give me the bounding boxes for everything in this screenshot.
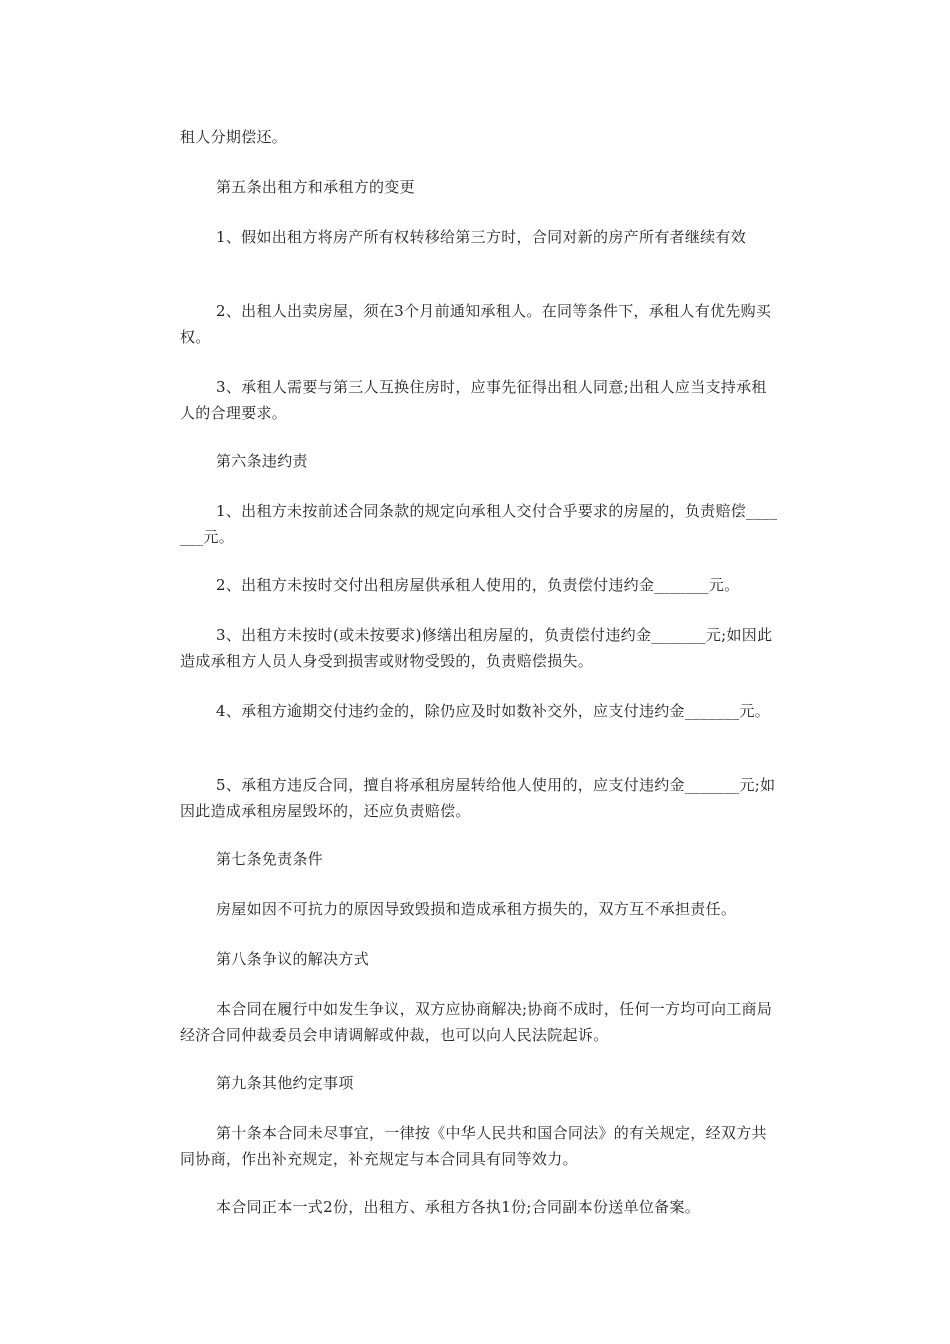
section-heading-5: 第五条出租方和承租方的变更 [216,178,415,196]
paragraph-closing: 本合同正本一式2份，出租方、承租方各执1份;合同副本份送单位备案。 [216,1198,701,1216]
paragraph-5-2: 2、出租人出卖房屋，须在3个月前通知承租人。在同等条件下，承租人有优先购买权。 [180,302,772,346]
paragraph-5-1: 1、假如出租方将房产所有权转移给第三方时，合同对新的房产所有者继续有效 [216,228,747,246]
section-heading-8: 第八条争议的解决方式 [216,950,370,968]
paragraph-7-1: 房屋如因不可抗力的原因导致毁损和造成承租方损失的，双方互不承担责任。 [216,900,737,918]
paragraph-8-1: 本合同在履行中如发生争议，双方应协商解决;协商不成时，任何一方均可向工商局经济合同仲裁委员会申请调解或仲裁，也可以向人民法院起诉。 [180,1000,773,1044]
paragraph-10: 第十条本合同未尽事宜，一律按《中华人民共和国合同法》的有关规定，经双方共同协商，作出补充规定，补充规定与本合同具有同等效力。 [180,1124,767,1168]
paragraph-6-3: 3、出租方未按时(或未按要求)修缮出租房屋的，负责偿付违约金_______元;如因此造成承租方人员人身受到损害或财物受毁的，负责赔偿损失。 [180,626,773,670]
paragraph-6-4: 4、承租方逾期交付违约金的，除仍应及时如数补交外，应支付违约金_______元。 [216,702,771,720]
section-heading-9: 第九条其他约定事项 [216,1074,354,1092]
section-heading-6: 第六条违约责 [216,452,308,470]
paragraph-6-1: 1、出租方未按前述合同条款的规定向承租人交付合乎要求的房屋的，负责赔偿_______元。 [180,502,778,546]
paragraph-continuation: 租人分期偿还。 [180,128,288,146]
paragraph-6-5: 5、承租方违反合同，擅自将承租房屋转给他人使用的，应支付违约金_______元;如因此造成承租房屋毁坏的，还应负责赔偿。 [180,776,776,820]
paragraph-6-2: 2、出租方未按时交付出租房屋供承租人使用的，负责偿付违约金_______元。 [216,576,740,594]
paragraph-5-3: 3、承租人需要与第三人互换住房时，应事先征得出租人同意;出租人应当支持承租人的合理要求。 [180,378,767,422]
section-heading-7: 第七条免责条件 [216,850,324,868]
